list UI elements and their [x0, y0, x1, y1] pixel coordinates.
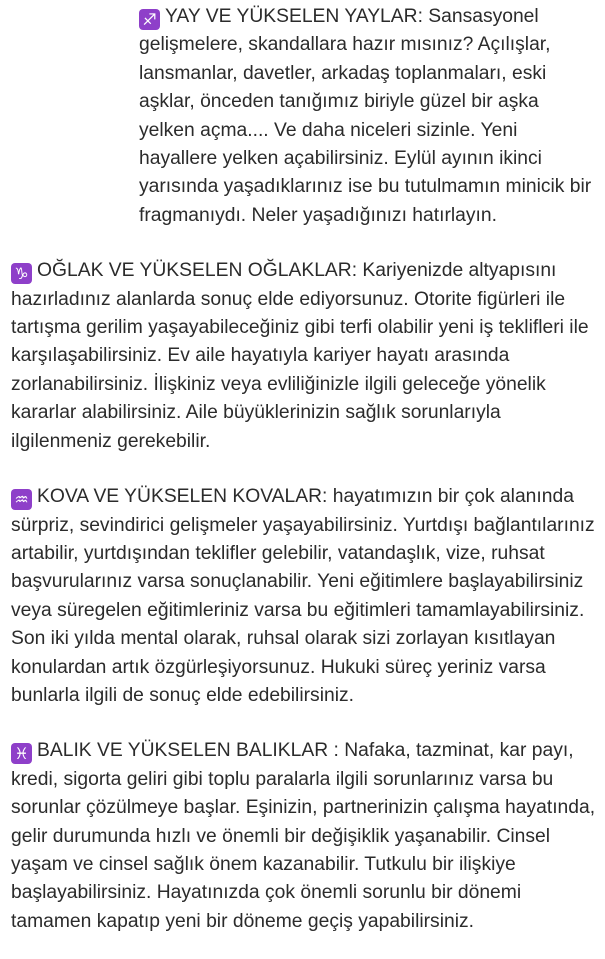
aquarius-icon: ♒ — [11, 489, 32, 510]
sagittarius-icon: ♐ — [139, 9, 160, 30]
section-sagittarius — [11, 3, 597, 230]
section-pisces — [11, 737, 597, 936]
section-body: Kariyenizde altyapısını hazırladınız alanlarda sonuç elde ediyorsunuz. Otorite figürleri ile tartışma gerilim yaşayabileceğiniz gibi terfi olabilir yeni iş teklifleri ile karşılaşabilirsiniz. Ev aile hayatıyla kariyer hayatı arasında zorlanabilirsiniz. İlişkiniz veya evliliğinizle ilgili geleceğe yönelik kararlar alabilirsiniz. Aile büyüklerinizin sağlık sorunlarıyla ilgilenmeniz gerekebilir. — [11, 260, 589, 452]
section-body: hayatımızın bir çok alanında sürpriz, sevindirici gelişmeler yaşayabilirsiniz. Yurtdışı bağlantılarınız artabilir, yurtdışından teklifler gelebilir, vatandaşlık, vize, ruhsat başvurularınız varsa sonuçlanabilir. Yeni eğitimlere başlayabilirsiniz veya süregelen eğitimleriniz varsa bu eğitimleri tamamlayabilirsiniz. Son iki yılda mental olarak, ruhsal olarak sizi zorlayan kısıtlayan konulardan artık özgürleşiyorsunuz. Hukuki süreç yeriniz varsa bunlarla ilgili de sonuç elde edebilirsiniz. — [11, 486, 595, 706]
capricorn-icon: ♑ — [11, 263, 32, 284]
section-body: Sansasyonel gelişmelere, skandallara hazır mısınız? Açılışlar, lansmanlar, davetler, arkadaş toplanmaları, eski aşklar, önceden tanığımız biriyle güzel bir aşka yelken açma.... Ve daha niceleri sizinle. Yeni hayallere yelken açabilirsiniz. Eylül ayının ikinci yarısında yaşadıklarınız ise bu tutulmamın minicik bir fragmanıydı. Neler yaşadığınızı hatırlayın. — [139, 6, 592, 226]
section-title: BALIK VE YÜKSELEN BALIKLAR : — [37, 740, 339, 762]
section-capricorn — [11, 257, 597, 456]
pisces-icon: ♓ — [11, 743, 32, 764]
section-title: OĞLAK VE YÜKSELEN OĞLAKLAR: — [37, 260, 358, 282]
section-title: YAY VE YÜKSELEN YAYLAR: — [165, 6, 423, 27]
section-aquarius — [11, 483, 597, 710]
section-body: Nafaka, tazminat, kar payı, kredi, sigorta geliri gibi toplu paralarla ilgili sorunlarınız varsa bu sorunlar çözülmeye başlar. Eşinizin, partnerinizin çalışma hayatında, gelir durumunda hızlı ve önemli bir değişiklik yaşanabilir. Cinsel yaşam ve cinsel sağlık önem kazanabilir. Tutkulu bir ilişkiye başlayabilirsiniz. Hayatınızda çok önemli sorunlu bir dönemi tamamen kapatıp yeni bir döneme geçiş yapabilirsiniz. — [11, 740, 596, 932]
section-title: KOVA VE YÜKSELEN KOVALAR: — [37, 486, 328, 508]
